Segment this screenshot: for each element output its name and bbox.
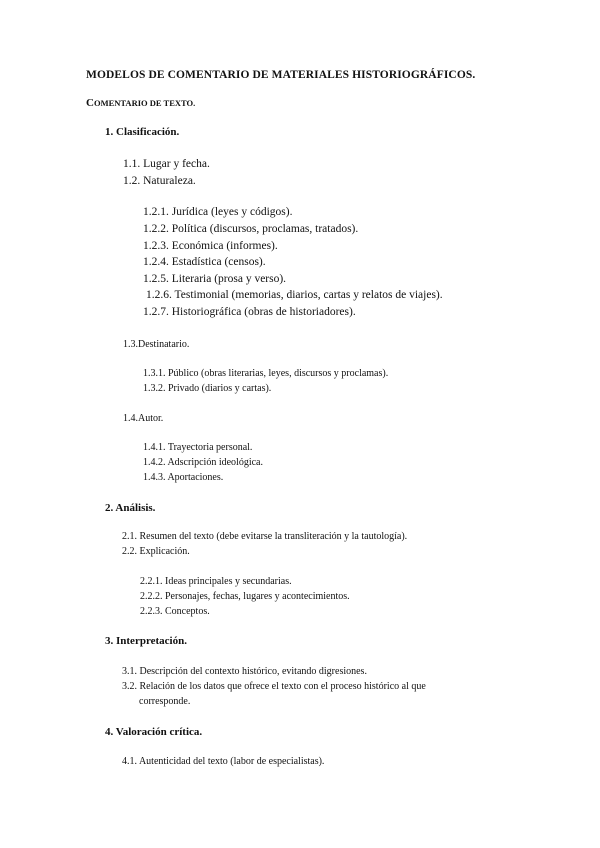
- section-heading-valoracion: 4. Valoración crítica.: [105, 726, 203, 738]
- list-item: 2.1. Resumen del texto (debe evitarse la transliteración y la tautología).: [122, 531, 408, 542]
- list-item: 2.2.2. Personajes, fechas, lugares y acontecimientos.: [140, 591, 350, 602]
- list-item: 1.2.7. Historiográfica (obras de historiadores).: [143, 306, 356, 318]
- list-item: 2.2.1. Ideas principales y secundarias.: [140, 576, 292, 587]
- list-item: 3.1. Descripción del contexto histórico, evitando digresiones.: [122, 666, 367, 677]
- list-item-continuation: corresponde.: [139, 696, 191, 707]
- section-heading-interpretacion: 3. Interpretación.: [105, 635, 187, 647]
- subsection-label-autor: 1.4.Autor.: [123, 413, 164, 424]
- document-subtitle: [86, 98, 195, 109]
- list-item: 1.2.6. Testimonial (memorias, diarios, cartas y relatos de viajes).: [146, 289, 443, 301]
- list-item: 1.3.2. Privado (diarios y cartas).: [143, 383, 272, 394]
- list-item: 1.4.3. Aportaciones.: [143, 472, 224, 483]
- list-item: 1.2.5. Literaria (prosa y verso).: [143, 273, 287, 285]
- subtitle-rest: OMENTARIO DE TEXTO.: [93, 98, 196, 108]
- list-item: 2.2.3. Conceptos.: [140, 606, 210, 617]
- list-item: 1.3.1. Público (obras literarias, leyes, discursos y proclamas).: [143, 368, 389, 379]
- list-item: 1.4.2. Adscripción ideológica.: [143, 457, 263, 468]
- list-item: 4.1. Autenticidad del texto (labor de especialistas).: [122, 756, 325, 767]
- list-item: 1.1. Lugar y fecha.: [123, 158, 210, 170]
- list-item: 1.2.1. Jurídica (leyes y códigos).: [143, 206, 293, 218]
- section-heading-analisis: 2. Análisis.: [105, 502, 156, 514]
- list-item: 1.2.2. Política (discursos, proclamas, tratados).: [143, 223, 359, 235]
- list-item: 1.2. Naturaleza.: [123, 175, 196, 187]
- subtitle-initial: C: [86, 97, 94, 109]
- list-item: 3.2. Relación de los datos que ofrece el texto con el proceso histórico al que: [122, 681, 426, 692]
- section-heading-clasificacion: 1. Clasificación.: [105, 126, 180, 138]
- list-item: 2.2. Explicación.: [122, 546, 190, 557]
- subsection-label-destinatario: 1.3.Destinatario.: [123, 339, 190, 350]
- list-item: 1.2.3. Económica (informes).: [143, 240, 278, 252]
- list-item: 1.4.1. Trayectoria personal.: [143, 442, 253, 453]
- document-title: MODELOS DE COMENTARIO DE MATERIALES HISTORIOGRÁFICOS.: [86, 69, 476, 81]
- list-item: 1.2.4. Estadística (censos).: [143, 256, 266, 268]
